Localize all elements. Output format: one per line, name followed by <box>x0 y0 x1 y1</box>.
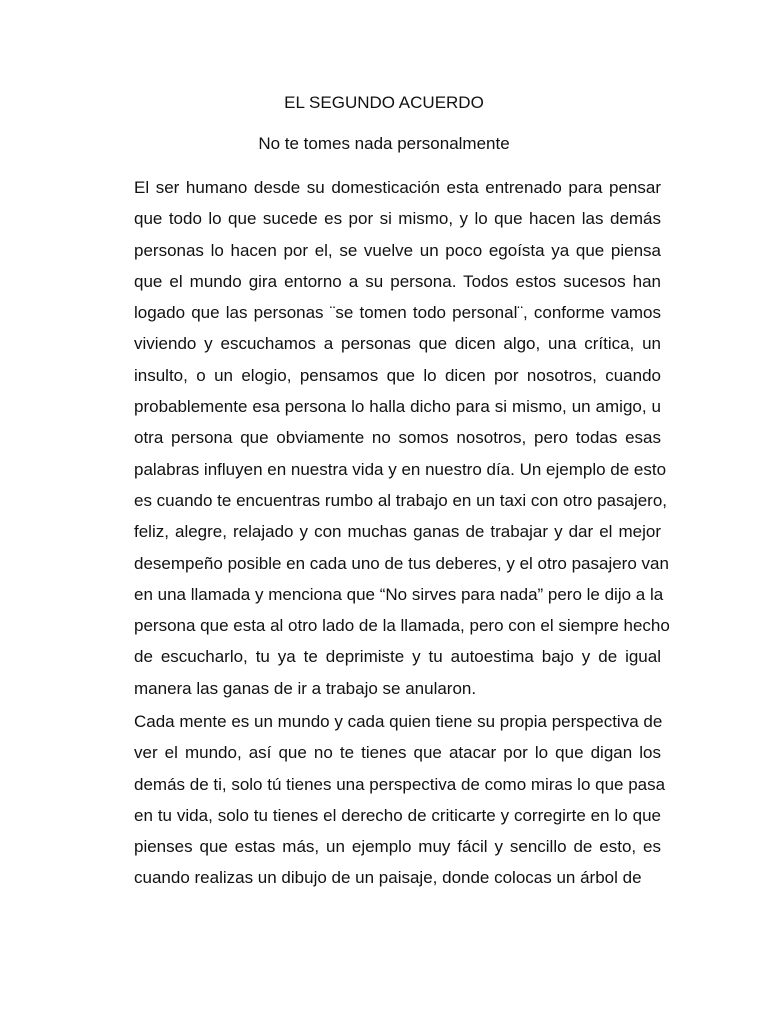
paragraph-1 <box>134 172 670 704</box>
text-line: insulto, o un elogio, pensamos que lo dicen por nosotros, cuando <box>134 365 661 385</box>
text-line: pienses que estas más, un ejemplo muy fácil y sencillo de esto, es <box>134 837 661 857</box>
text-line: demás de ti, solo tú tienes una perspectiva de como miras lo que pasa <box>134 774 666 794</box>
text-line: manera las ganas de ir a trabajo se anularon. <box>134 678 477 698</box>
document-title: EL SEGUNDO ACUERDO <box>284 93 484 112</box>
text-line: cuando realizas un dibujo de un paisaje, donde colocas un árbol de <box>134 868 642 888</box>
text-line: es cuando te encuentras rumbo al trabajo en un taxi con otro pasajero, <box>134 490 668 510</box>
text-line: desempeño posible en cada uno de tus deberes, y el otro pasajero van <box>134 553 669 573</box>
paragraph-2 <box>134 706 666 894</box>
text-line: logado que las personas ¨se tomen todo personal¨, conforme vamos <box>134 303 661 323</box>
text-line: palabras influyen en nuestra vida y en nuestro día. Un ejemplo de esto <box>134 459 667 479</box>
text-line: ver el mundo, así que no te tienes que atacar por lo que digan los <box>134 743 661 763</box>
text-line: en una llamada y menciona que “No sirves para nada” pero le dijo a la <box>134 584 664 604</box>
text-line: Cada mente es un mundo y cada quien tiene su propia perspectiva de <box>134 712 663 731</box>
document-subtitle: No te tomes nada personalmente <box>258 134 510 153</box>
text-line: personas lo hacen por el, se vuelve un poco egoísta ya que piensa <box>134 240 661 260</box>
text-line: de escucharlo, tu ya te deprimiste y tu autoestima bajo y de igual <box>134 647 661 667</box>
text-line: que todo lo que sucede es por si mismo, y lo que hacen las demás <box>134 209 661 229</box>
text-line: viviendo y escuchamos a personas que dicen algo, una crítica, un <box>134 334 661 354</box>
text-line: otra persona que obviamente no somos nosotros, pero todas esas <box>134 428 661 448</box>
text-line: que el mundo gira entorno a su persona. Todos estos sucesos han <box>134 271 661 291</box>
text-line: en tu vida, solo tu tienes el derecho de criticarte y corregirte en lo que <box>134 805 661 825</box>
text-line: El ser humano desde su domesticación esta entrenado para pensar <box>134 178 661 197</box>
text-line: probablemente esa persona lo halla dicho para si mismo, un amigo, u <box>134 397 661 417</box>
text-line: persona que esta al otro lado de la llamada, pero con el siempre hecho <box>134 616 670 636</box>
text-line: feliz, alegre, relajado y con muchas ganas de trabajar y dar el mejor <box>134 522 661 542</box>
